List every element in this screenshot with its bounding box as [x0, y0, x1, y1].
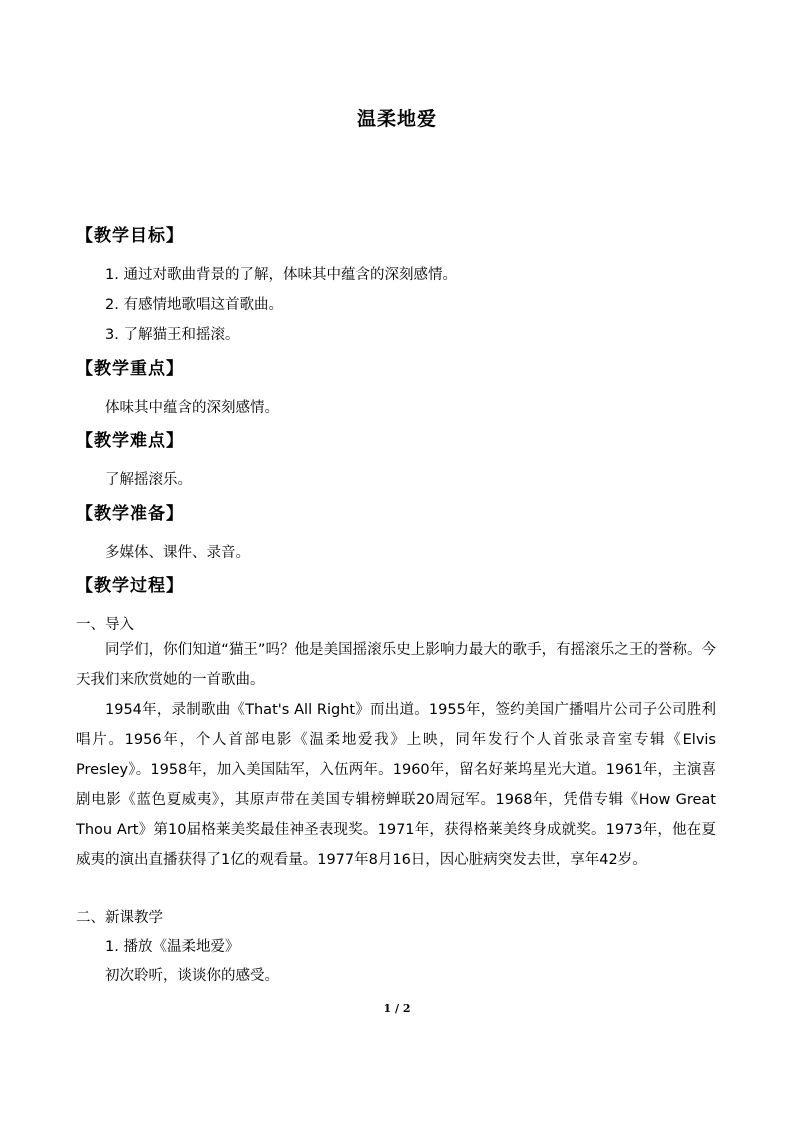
step1-text: 初次聆听，谈谈你的感受。	[105, 968, 279, 984]
goal-item-3: 3. 了解猫王和摇滚。	[105, 327, 240, 343]
step1-title: 1. 播放《温柔地爱》	[105, 939, 240, 955]
goal-item-2: 2. 有感情地歌唱这首歌曲。	[105, 297, 283, 313]
key-points-text: 体味其中蕴含的深刻感情。	[105, 400, 279, 416]
intro-paragraph: 同学们，你们知道“猫王”吗？他是美国摇滚乐史上影响力最大的歌手，有摇滚乐之王的誉称。今天我们来欣赏她的一首歌曲。	[76, 642, 716, 688]
section-heading-difficulties: 【教学难点】	[76, 431, 184, 451]
preparation-text: 多媒体、课件、录音。	[105, 545, 250, 561]
section-heading-key-points: 【教学重点】	[76, 359, 184, 379]
goal-item-1: 1. 通过对歌曲背景的了解，体味其中蕴含的深刻感情。	[105, 267, 457, 283]
part1-title: 一、导入	[76, 617, 134, 633]
section-heading-preparation: 【教学准备】	[76, 504, 184, 524]
page-number: 1 / 2	[383, 1002, 411, 1015]
section-heading-process: 【教学过程】	[76, 576, 184, 596]
part2-title: 二、新课教学	[76, 910, 163, 926]
difficulties-text: 了解摇滚乐。	[105, 472, 192, 488]
document-title: 温柔地爱	[356, 108, 437, 130]
section-heading-goals: 【教学目标】	[76, 226, 184, 246]
biography-paragraph: 1954年，录制歌曲《That's All Right》而出道。1955年，签约美国广播唱片公司子公司胜利唱片。1956年，个人首部电影《温柔地爱我》上映，同年发行个人首张录音室专辑《Elvis Presley》。1958年，加入美国陆军，入伍两年。1960年，留名好莱坞星光大道。1961年，主演喜剧电影《蓝色夏威夷》，其原声带在美国专辑榜蝉联20周冠军。1968年，凭借专辑《How Great Thou Art》第10届格莱美奖最佳神圣表现奖。1971年，获得格莱美终身成就奖。1973年，他在夏威夷的演出直播获得了1亿的观看量。1977年8月16日，因心脏病突发去世，享年42岁。	[76, 702, 716, 868]
